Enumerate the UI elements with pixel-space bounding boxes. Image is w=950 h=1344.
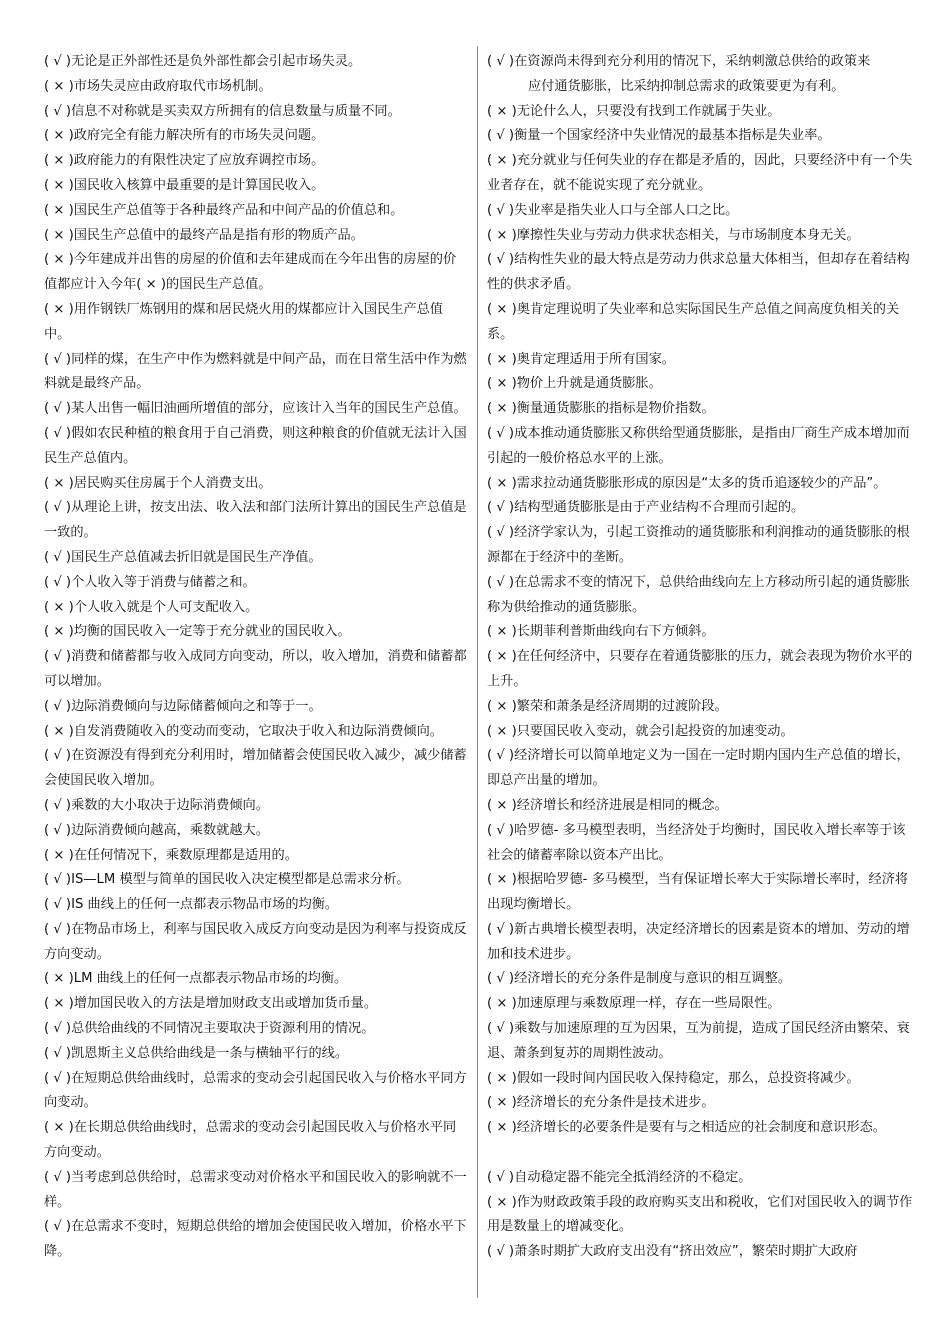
statement: ( √ )假如农民种植的粮食用于自己消费，则这种粮食的价值就无法计入国民生产总值内。	[44, 425, 467, 466]
statement: ( × )经济增长和经济进展是相同的概念。	[487, 797, 728, 813]
statement: ( × )繁荣和萧条是经济周期的过渡阶段。	[487, 698, 728, 714]
statement: ( × )充分就业与任何失业的存在都是矛盾的，因此，只要经济中有一个失业者存在，就不能说实现了充分就业。	[487, 153, 913, 193]
statement: ( × )需求拉动通货膨胀形成的原因是“太多的货币追逐较少的产品”。	[487, 475, 887, 491]
statement: ( √ )在物品市场上，利率与国民收入成反方向变动是因为利率与投资成反方向变动。	[44, 921, 467, 962]
statement: ( × )政府能力的有限性决定了应放弃调控市场。	[44, 153, 325, 169]
statement: ( √ )凯恩斯主义总供给曲线是一条与横轴平行的线。	[44, 1045, 349, 1061]
statement: ( × )在任何经济中，只要存在着通货膨胀的压力，就会表现为物价水平的上升。	[487, 649, 913, 689]
statement: ( × )奥肯定理说明了失业率和总实际国民生产总值之间高度负相关的关系。	[487, 301, 900, 342]
column-divider	[477, 46, 478, 1298]
statement: ( × )长期菲利普斯曲线向右下方倾斜。	[487, 624, 715, 640]
statement: ( × )个人收入就是个人可支配收入。	[44, 599, 259, 615]
statement: ( × )国民生产总值中的最终产品是指有形的物质产品。	[44, 227, 364, 243]
statement: ( × )增加国民收入的方法是增加财政支出或增加货币量。	[44, 996, 378, 1012]
statement: ( × )加速原理与乘数原理一样，存在一些局限性。	[487, 996, 781, 1012]
statement: ( √ )国民生产总值减去折旧就是国民生产净值。	[44, 549, 322, 565]
statement: ( √ )消费和储蓄都与收入成同方向变动，所以，收入增加，消费和储蓄都可以增加。	[44, 649, 467, 689]
statement: ( √ )同样的煤，在生产中作为燃料就是中间产品，而在日常生活中作为燃料就是最终产品。	[44, 351, 467, 392]
statement: ( √ )萧条时期扩大政府支出没有“挤出效应”，繁荣时期扩大政府	[487, 1244, 858, 1260]
statement: ( √ )在短期总供给曲线时，总需求的变动会引起国民收入与价格水平同方向变动。	[44, 1070, 467, 1111]
statement: ( × )根据哈罗德- 多马模型，当有保证增长率大于实际增长率时，经济将出现均衡增长。	[487, 872, 909, 913]
statement: ( √ )新古典增长模型表明，决定经济增长的因素是资本的增加、劳动的增加和技术进步。	[487, 921, 910, 962]
statement: ( × )经济增长的充分条件是技术进步。	[487, 1095, 715, 1111]
statement: ( √ )从理论上讲，按支出法、收入法和部门法所计算出的国民生产总值是一致的。	[44, 500, 467, 541]
statement: ( √ )边际消费倾向越高，乘数就越大。	[44, 822, 269, 838]
statement: ( × )国民生产总值等于各种最终产品和中间产品的价值总和。	[44, 202, 404, 218]
statement: ( √ )在总需求不变时，短期总供给的增加会使国民收入增加，价格水平下降。	[44, 1219, 467, 1260]
statement: ( × )物价上升就是通货膨胀。	[487, 376, 662, 392]
statement: ( √ )信息不对称就是买卖双方所拥有的信息数量与质量不同。	[44, 103, 401, 119]
statement: ( √ )边际消费倾向与边际储蓄倾向之和等于一。	[44, 698, 322, 714]
statement: ( √ )在资源尚未得到充分利用的情况下，采纳刺激总供给的政策来	[487, 54, 871, 69]
statement: ( × )用作钢铁厂炼钢用的煤和居民烧火用的煤都应计入国民生产总值中。	[44, 301, 443, 342]
statement: ( √ )经济增长的充分条件是制度与意识的相互调整。	[487, 971, 792, 987]
right-column	[487, 50, 915, 1265]
statement: ( √ )个人收入等于消费与储蓄之和。	[44, 574, 256, 590]
statement: ( √ )IS—LM 模型与简单的国民收入决定模型都是总需求分析。	[44, 872, 410, 888]
statement: ( × )市场失灵应由政府取代市场机制。	[44, 78, 272, 94]
statement: ( √ )经济增长可以简单地定义为一国在一定时期内国内生产总值的增长，即总产出量的增加。	[487, 748, 910, 789]
statement: ( √ )某人出售一幅旧油画所增值的部分，应该计入当年的国民生产总值。	[44, 401, 467, 417]
statement: ( × )只要国民收入变动，就会引起投资的加速变动。	[487, 723, 794, 739]
statement: ( √ )结构性失业的最大特点是劳动力供求总量大体相当，但却存在着结构性的供求矛盾。	[487, 252, 910, 293]
section-gap	[487, 1141, 915, 1166]
statement: ( √ )结构型通货膨胀是由于产业结构不合理而引起的。	[487, 500, 805, 516]
statement: ( × )经济增长的必要条件是要有与之相适应的社会制度和意识形态。	[487, 1120, 886, 1136]
statement: ( √ )乘数的大小取决于边际消费倾向。	[44, 797, 269, 813]
statement: ( × )居民购买住房属于个人消费支出。	[44, 475, 272, 491]
statement: ( √ )IS 曲线上的任何一点都表示物品市场的均衡。	[44, 897, 339, 913]
statement: ( × )今年建成并出售的房屋的价值和去年建成而在今年出售的房屋的价值都应计入今年( × )的国民生产总值。	[44, 252, 457, 293]
statement: ( × )在任何情况下，乘数原理都是适用的。	[44, 847, 298, 863]
statement: ( √ )失业率是指失业人口与全部人口之比。	[487, 202, 739, 218]
statement: ( √ )在资源没有得到充分利用时，增加储蓄会使国民收入减少，减少储蓄会使国民收入增加。	[44, 748, 467, 789]
statement: ( √ )当考虑到总供给时，总需求变动对价格水平和国民收入的影响就不一样。	[44, 1169, 467, 1210]
statement: ( × )均衡的国民收入一定等于充分就业的国民收入。	[44, 624, 351, 640]
statement: ( × )摩擦性失业与劳动力供求状态相关，与市场制度本身无关。	[487, 227, 860, 243]
statement: ( × )作为财政政策手段的政府购买支出和税收，它们对国民收入的调节作用是数量上的增减变化。	[487, 1194, 913, 1235]
statement: ( × )假如一段时间内国民收入保持稳定，那么，总投资将减少。	[487, 1070, 860, 1086]
statement-continuation: 应付通货膨胀，比采纳抑制总需求的政策要更为有利。	[528, 78, 845, 94]
statement: ( √ )衡量一个国家经济中失业情况的最基本指标是失业率。	[487, 128, 831, 144]
statement: ( √ )哈罗德- 多马模型表明，当经济处于均衡时，国民收入增长率等于该社会的储蓄率除以资本产出比。	[487, 822, 906, 863]
statement: ( √ )总供给曲线的不同情况主要取决于资源利用的情况。	[44, 1021, 375, 1037]
statement: ( × )LM 曲线上的任何一点都表示物品市场的均衡。	[44, 971, 348, 987]
statement: ( × )国民收入核算中最重要的是计算国民收入。	[44, 177, 325, 193]
statement: ( × )政府完全有能力解决所有的市场失灵问题。	[44, 128, 325, 144]
statement: ( √ )在总需求不变的情况下，总供给曲线向左上方移动所引起的通货膨胀称为供给推动的通货膨胀。	[487, 574, 910, 615]
statement: ( × )自发消费随收入的变动而变动，它取决于收入和边际消费倾向。	[44, 723, 443, 739]
statement: ( √ )自动稳定器不能完全抵消经济的不稳定。	[487, 1169, 752, 1185]
statement: ( √ )乘数与加速原理的互为因果，互为前提，造成了国民经济由繁荣、衰退、萧条到复苏的周期性波动。	[487, 1021, 910, 1061]
statement: ( × )在长期总供给曲线时，总需求的变动会引起国民收入与价格水平同方向变动。	[44, 1120, 457, 1161]
statement: ( √ )经济学家认为，引起工资推动的通货膨胀和利润推动的通货膨胀的根源都在于经济中的垄断。	[487, 525, 910, 565]
statement: ( × )无论什么人，只要没有找到工作就属于失业。	[487, 103, 781, 119]
statement: ( × )奥肯定理适用于所有国家。	[487, 351, 675, 367]
statement: ( √ )无论是正外部性还是负外部性都会引起市场失灵。	[44, 54, 362, 69]
left-column	[44, 50, 468, 1265]
statement: ( × )衡量通货膨胀的指标是物价指数。	[487, 401, 715, 417]
statement: ( √ )成本推动通货膨胀又称供给型通货膨胀，是指由厂商生产成本增加而引起的一般价格总水平的上涨。	[487, 425, 910, 466]
